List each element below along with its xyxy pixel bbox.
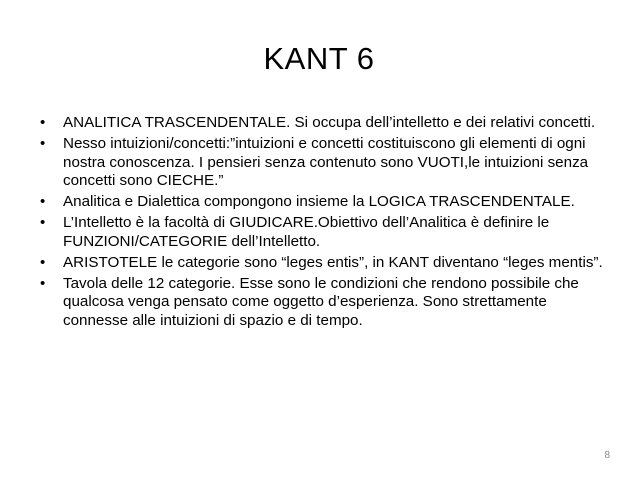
slide-title: KANT 6 xyxy=(263,41,375,76)
bullet-text: Tavola delle 12 categorie. Esse sono le condizioni che rendono possibile che qualcosa venga pensato come oggetto d’esperienza. Sono strettamente connesse alle intuizioni di spazio e di tempo. xyxy=(63,274,579,329)
bullet-icon: • xyxy=(40,193,46,210)
page-number: 8 xyxy=(604,450,610,461)
bullet-text: Analitica e Dialettica compongono insieme la LOGICA TRASCENDENTALE. xyxy=(63,193,575,210)
bullet-text: L’Intelletto è la facoltà di GIUDICARE.Obiettivo dell’Analitica è definire le FUNZIONI/CATEGORIE dell’Intelletto. xyxy=(63,214,550,250)
bullet-item-2 xyxy=(40,135,605,191)
bullet-text: Nesso intuizioni/concetti:”intuizioni e concetti costituiscono gli elementi di ogni nostra conoscenza. I pensieri senza contenuto sono VUOTI,le intuizioni senza concetti sono CIECHE.” xyxy=(63,135,589,189)
bullet-item-1 xyxy=(40,114,605,133)
bullet-icon: • xyxy=(40,135,46,152)
bullet-text: ARISTOTELE le categorie sono “leges entis”, in KANT diventano “leges mentis”. xyxy=(63,253,603,271)
bullet-icon: • xyxy=(40,253,46,271)
bullet-item-6 xyxy=(40,275,605,331)
bullet-icon: • xyxy=(40,114,46,131)
bullet-item-5 xyxy=(40,254,605,273)
bullet-list xyxy=(40,114,605,333)
bullet-icon: • xyxy=(40,274,46,292)
bullet-item-3 xyxy=(40,193,605,212)
bullet-item-4 xyxy=(40,214,605,251)
bullet-text: ANALITICA TRASCENDENTALE. Si occupa dell’intelletto e dei relativi concetti. xyxy=(63,114,596,131)
bullet-icon: • xyxy=(40,214,46,231)
